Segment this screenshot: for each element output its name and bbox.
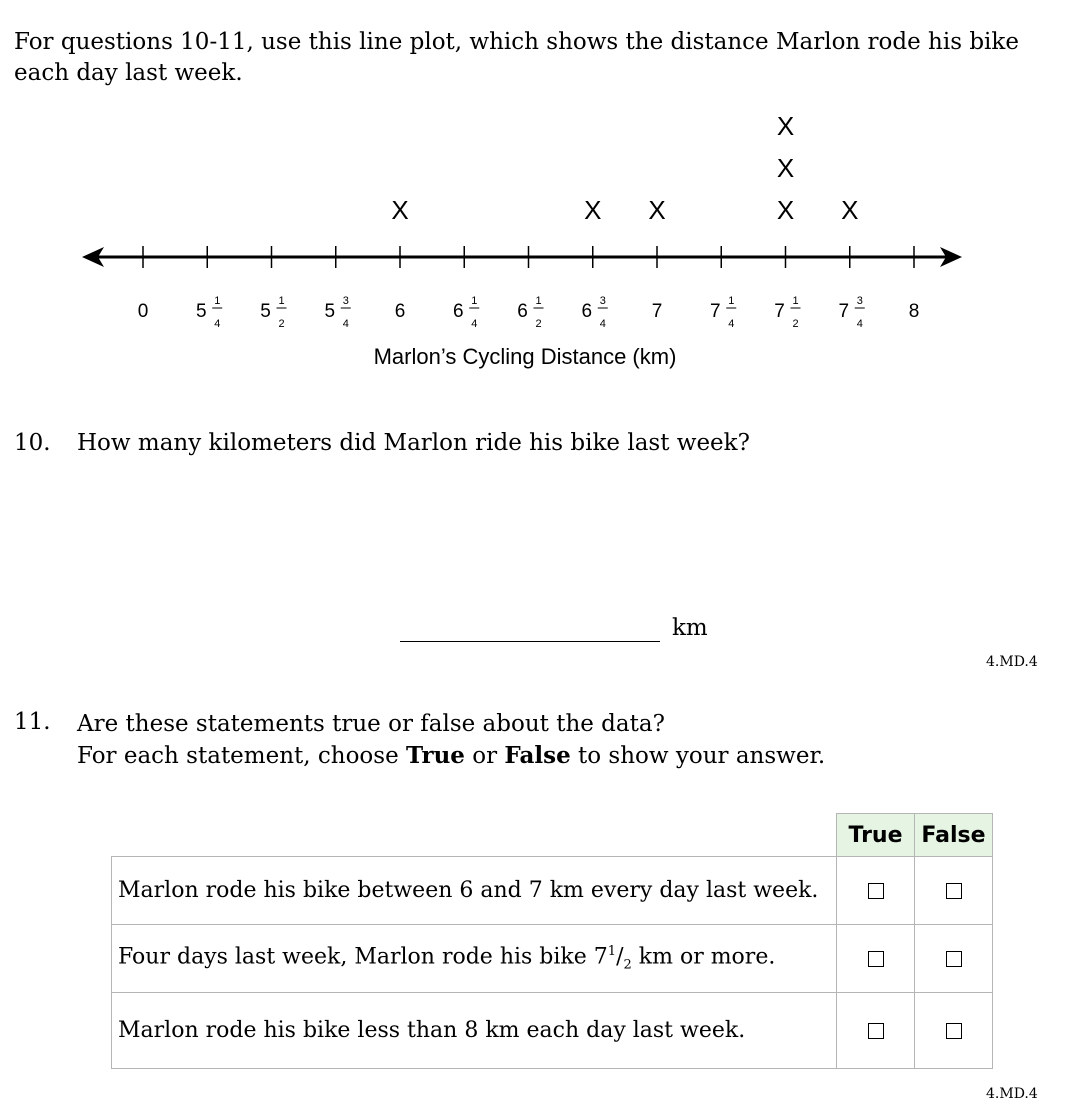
answer-blank[interactable] xyxy=(400,641,660,642)
tick-label-numerator: 1 xyxy=(728,295,735,307)
tick-label-whole: 5 xyxy=(195,301,207,322)
question-10-number: 10. xyxy=(14,430,51,456)
tick-label-whole: 7 xyxy=(774,301,785,322)
x-mark: X xyxy=(391,195,409,225)
line-plot xyxy=(0,100,1090,380)
tick-label-whole: 6 xyxy=(517,301,528,322)
standard-code: 4.MD.4 xyxy=(986,1086,1038,1102)
tick-label xyxy=(196,295,222,330)
true-checkbox[interactable] xyxy=(868,951,884,967)
table-row xyxy=(112,925,993,993)
tick-label xyxy=(517,295,543,330)
tick-label-numerator: 1 xyxy=(535,295,542,307)
tick-label-whole: 6 xyxy=(394,301,406,322)
number-line xyxy=(82,247,962,267)
tick-label-whole: 5 xyxy=(260,301,271,322)
tick-label-numerator: 3 xyxy=(856,295,863,307)
true-header: True xyxy=(837,814,915,857)
tick-label-denominator: 4 xyxy=(856,318,863,330)
x-mark: X xyxy=(776,195,795,225)
x-mark: X xyxy=(648,195,666,225)
tick-label-whole: 6 xyxy=(581,301,593,322)
tick-label xyxy=(581,295,607,330)
tick-label xyxy=(395,301,406,322)
x-mark: X xyxy=(776,153,795,183)
tick-label-whole: 8 xyxy=(908,301,920,322)
x-axis-label: Marlon’s Cycling Distance (km) xyxy=(373,344,677,369)
tick-label xyxy=(453,295,479,330)
answer-unit: km xyxy=(672,615,708,641)
false-checkbox[interactable] xyxy=(946,1023,962,1039)
tick-label-denominator: 2 xyxy=(792,318,799,330)
x-marks xyxy=(391,111,858,225)
tick-label-whole: 7 xyxy=(709,301,721,322)
tick-label-whole: 7 xyxy=(651,301,663,322)
tick-label xyxy=(838,295,864,330)
tick-label xyxy=(909,301,920,322)
tick-label xyxy=(260,295,286,330)
x-mark: X xyxy=(841,195,859,225)
standard-code: 4.MD.4 xyxy=(986,654,1038,670)
tick-label-denominator: 4 xyxy=(342,318,349,330)
false-checkbox[interactable] xyxy=(946,951,962,967)
tick-label-whole: 5 xyxy=(324,301,336,322)
tick-label-denominator: 2 xyxy=(278,318,285,330)
question-10-text: How many kilometers did Marlon ride his bike last week? xyxy=(77,430,750,456)
tick-label-denominator: 4 xyxy=(214,318,221,330)
tick-labels xyxy=(138,295,920,330)
tick-label-numerator: 1 xyxy=(278,295,285,307)
true-checkbox[interactable] xyxy=(868,1023,884,1039)
table-row xyxy=(112,993,993,1069)
tick-label-denominator: 4 xyxy=(599,318,606,330)
tick-label-denominator: 4 xyxy=(471,318,478,330)
question-11-number: 11. xyxy=(14,709,51,735)
tick-label-numerator: 1 xyxy=(471,295,478,307)
tick-label-numerator: 1 xyxy=(214,295,221,307)
intro-text: For questions 10-11, use this line plot, which shows the distance Marlon rode his bike each day last week. xyxy=(14,29,1019,86)
tick-label xyxy=(138,301,149,322)
x-mark: X xyxy=(584,195,602,225)
tick-label-denominator: 2 xyxy=(535,318,542,330)
statement-2: Four days last week, Marlon rode his bike $7^1/_2$ km or more. xyxy=(112,925,837,993)
tick-label-whole: 7 xyxy=(838,301,850,322)
statement-3: Marlon rode his bike less than 8 km each day last week. xyxy=(112,993,837,1069)
tick-label xyxy=(324,295,350,330)
tick-label xyxy=(710,295,736,330)
tick-label xyxy=(652,301,663,322)
question-11-line2: For each statement, choose True or False to show your answer. xyxy=(77,742,826,769)
statement-1: Marlon rode his bike between 6 and 7 km every day last week. xyxy=(112,857,837,925)
question-11-text xyxy=(77,709,825,772)
false-header: False xyxy=(915,814,993,857)
tick-label-whole: 0 xyxy=(137,301,149,322)
tick-label-numerator: 1 xyxy=(792,295,799,307)
true-checkbox[interactable] xyxy=(868,883,884,899)
tick-label-numerator: 3 xyxy=(599,295,606,307)
table-row xyxy=(112,857,993,925)
question-11-line1: Are these statements true or false about the data? xyxy=(77,711,665,737)
tick-label-numerator: 3 xyxy=(342,295,349,307)
x-mark: X xyxy=(776,111,795,141)
tick-label-denominator: 4 xyxy=(728,318,735,330)
tick-label-whole: 6 xyxy=(452,301,464,322)
tick-label xyxy=(774,295,800,330)
false-checkbox[interactable] xyxy=(946,883,962,899)
true-false-table xyxy=(111,813,993,1069)
